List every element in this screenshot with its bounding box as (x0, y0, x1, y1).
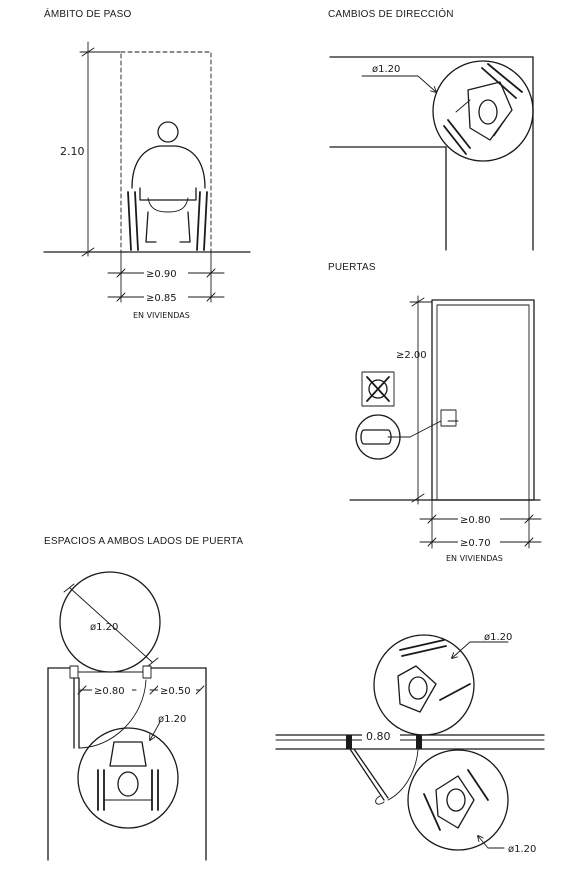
puertas-width-viviendas-label: ≥0.70 (460, 538, 491, 549)
section-title-ambito: ÁMBITO DE PASO (44, 9, 132, 20)
wheelchair-user-front-icon (128, 122, 207, 250)
ambito-width-viviendas-label: ≥0.85 (146, 293, 177, 304)
corredor-diameter-bottom-label: ø1.20 (508, 844, 537, 855)
crossed-knob-icon (362, 372, 394, 406)
espacios-diameter-top-label: ø1.20 (90, 622, 119, 633)
ambito-width-general-label: ≥0.90 (146, 269, 177, 280)
wheelchair-plan-icon-corridor (424, 770, 488, 830)
cambios-drawing (330, 57, 533, 250)
corredor-drawing (276, 635, 544, 850)
section-title-espacios: ESPACIOS A AMBOS LADOS DE PUERTA (44, 536, 244, 547)
section-title-puertas: PUERTAS (328, 262, 376, 273)
puertas-height-label: ≥2.00 (396, 350, 427, 361)
wheelchair-plan-icon-lower (98, 742, 158, 810)
espacios-diameter-bottom-label: ø1.20 (158, 714, 187, 725)
wheelchair-plan-icon-upper (398, 640, 470, 712)
espacios-door-width-label: ≥0.80 (94, 686, 125, 697)
cambios-diameter-label: ø1.20 (372, 64, 401, 75)
puertas-width-general-label: ≥0.80 (460, 515, 491, 526)
ambito-viviendas-note: EN VIVIENDAS (133, 311, 190, 320)
ambito-height-label: 2.10 (60, 145, 85, 158)
puertas-viviendas-note: EN VIVIENDAS (446, 554, 503, 563)
section-title-cambios: CAMBIOS DE DIRECCIÓN (328, 9, 454, 20)
lever-handle-icon (356, 415, 410, 459)
puertas-drawing (350, 296, 541, 548)
wheelchair-plan-icon (444, 64, 522, 154)
espacios-side-space-label: ≥0.50 (160, 686, 191, 697)
corredor-door-width-label: 0.80 (366, 730, 391, 743)
ambito-drawing (44, 42, 250, 302)
corredor-diameter-top-label: ø1.20 (484, 632, 513, 643)
